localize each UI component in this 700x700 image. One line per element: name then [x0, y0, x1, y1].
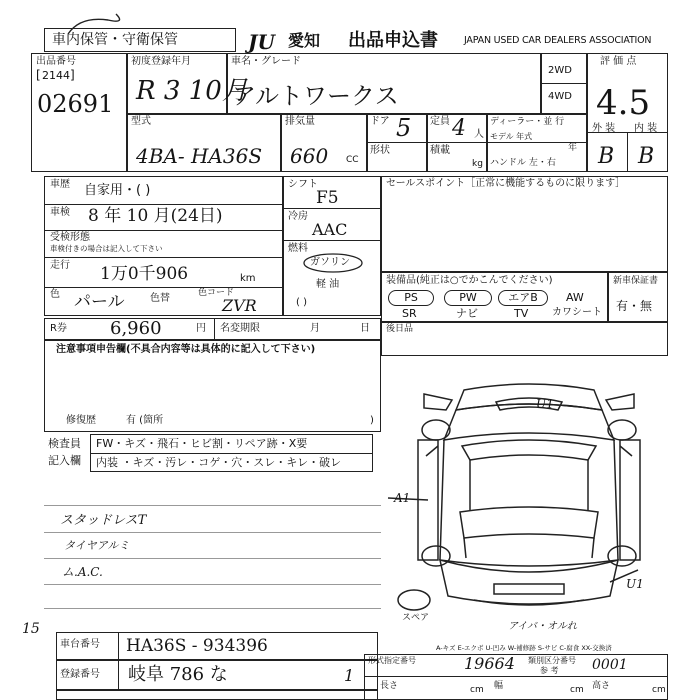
- fuel-gasoline: ガソリン: [310, 257, 350, 268]
- later-items-label: 後日品: [386, 324, 414, 334]
- car-damage-diagram: [384, 360, 674, 640]
- color-value: パール: [74, 292, 125, 312]
- storage-circle-mark: [60, 10, 130, 40]
- inspector-label-2: 記入欄: [48, 454, 81, 467]
- year-unit: 年: [568, 143, 578, 153]
- model-label: 型式: [131, 116, 151, 127]
- drive-2wd: 2WD: [548, 65, 572, 76]
- lot-bracket-right: ]: [70, 68, 75, 82]
- shift-label: シフト: [288, 179, 318, 190]
- ac-value: AAC: [312, 220, 348, 239]
- doors-value: 5: [396, 114, 412, 142]
- usage-label: 車歴: [50, 179, 70, 190]
- height-unit: cm: [652, 685, 666, 695]
- drive-4wd: 4WD: [548, 91, 572, 102]
- usage-value: 自家用・( ): [84, 183, 151, 198]
- sales-points-label: セールスポイント［正常に機能するものに限ります］: [386, 178, 626, 189]
- exterior-label: 外 装: [592, 123, 616, 134]
- shape-label: 形状: [370, 145, 390, 156]
- equip-sr: SR: [402, 307, 417, 320]
- color-code-label: 色コード: [198, 288, 235, 298]
- repair-close: ): [370, 415, 374, 426]
- handwritten-note-1: スタッドレスT: [60, 513, 147, 528]
- chassis-label: 車台番号: [60, 639, 100, 650]
- form-title: 出品申込書: [348, 30, 438, 51]
- later-items-box: [381, 322, 668, 356]
- category-label: 類別区分番号: [528, 656, 576, 665]
- repair-label: 修復歴: [66, 415, 96, 426]
- storage-label: 車内保管・守衛保管: [52, 32, 178, 48]
- color-change-label: 色替: [150, 293, 170, 304]
- inspector-row-1: FW・キズ・飛石・ヒビ割・リペア跡・X要: [96, 437, 308, 450]
- type-designation-value: 19664: [464, 654, 515, 673]
- capacity-label: 定員: [430, 116, 450, 127]
- model-year-label: モデル 年式: [490, 132, 533, 141]
- lot-number: 2144: [42, 69, 70, 82]
- dealer-label: ディーラー・並 行: [490, 117, 565, 127]
- color-label: 色: [50, 289, 60, 300]
- spare-label: スペア: [402, 613, 430, 623]
- ref-label: 参 考: [540, 666, 559, 675]
- ticket-row: [44, 318, 381, 340]
- handle-label: ハンドル 左・右: [490, 158, 556, 168]
- equip-airbag: エアB: [498, 290, 548, 306]
- vehicle-name-value: アルトワークス: [232, 82, 399, 110]
- model-value: 4BA- HA36S: [136, 144, 263, 168]
- day-unit: 日: [360, 323, 370, 334]
- equip-navi: ナビ: [456, 307, 478, 320]
- equipment-label: 装備品(純正は○でかこんでください): [386, 275, 553, 286]
- score-value: 4.5: [596, 83, 651, 123]
- bottom-strip: [56, 690, 378, 700]
- month-unit: 月: [310, 323, 320, 334]
- ticket-value: 6,960: [110, 318, 162, 339]
- fuel-diesel: 軽 油: [316, 279, 340, 290]
- chassis-value: HA36S - 934396: [126, 636, 268, 656]
- logo-region: 愛知: [288, 31, 321, 50]
- length-label: 長さ: [380, 681, 399, 691]
- inspection-label: 車検: [50, 207, 70, 218]
- fuel-label: 燃料: [288, 243, 308, 254]
- ticket-label: R券: [50, 323, 67, 334]
- mileage-unit: km: [240, 273, 256, 284]
- shift-value: F5: [316, 188, 339, 208]
- registration-tail: 1: [344, 666, 355, 685]
- equip-aw: AW: [566, 291, 584, 304]
- first-reg-value: R 3 10月: [136, 76, 248, 106]
- notes-label: 注意事項申告欄(不具合内容等は具体的に記入して下さい): [56, 344, 316, 355]
- ticket-unit: 円: [196, 323, 206, 334]
- interior-value: B: [638, 144, 655, 169]
- displacement-value: 660: [290, 144, 329, 168]
- score-label: 評 価 点: [600, 56, 637, 67]
- color-code-value: ZVR: [222, 296, 257, 315]
- inspector-label-1: 検査員: [48, 437, 81, 450]
- mileage-value: 1万0千906: [100, 264, 189, 284]
- type-designation-label: 形式指定番号: [368, 656, 416, 665]
- new-warranty-label: 新車保証書: [613, 276, 659, 286]
- doors-label: ドア: [370, 116, 390, 127]
- name-change-label: 名変期限: [220, 323, 260, 334]
- damage-mark-left: A1: [394, 491, 411, 505]
- displacement-unit: CC: [346, 155, 359, 165]
- listing-number-label: 出品番号: [36, 56, 76, 67]
- equip-ps: PS: [388, 290, 434, 306]
- inspection-form-label: 受検形態: [50, 232, 90, 243]
- displacement-label: 排気量: [285, 116, 315, 127]
- inspector-row-2: 内装 ・キズ・汚レ・コゲ・穴・スレ・キレ・破レ: [96, 456, 342, 469]
- handwritten-listing-number: 02691: [37, 90, 114, 118]
- length-unit: cm: [470, 685, 484, 695]
- load-unit: kg: [472, 159, 483, 169]
- legend-text: A-キズ E-エクボ U-凹み W-補修跡 S-サビ C-腐食 XX-交換済: [436, 644, 612, 652]
- inspection-form-sub: 車検付きの場合は記入して下さい: [50, 244, 163, 253]
- warranty-value: 有・無: [616, 299, 653, 313]
- equip-leather: カワシート: [552, 307, 602, 318]
- category-value: 0001: [592, 657, 628, 673]
- width-unit: cm: [570, 685, 584, 695]
- capacity-value: 4: [452, 116, 466, 141]
- damage-mark-bottom: アイバ・オルれ: [508, 621, 577, 632]
- height-label: 高さ: [592, 681, 611, 691]
- handwritten-note-3: ム.A.C.: [62, 565, 103, 579]
- ac-label: 冷房: [288, 211, 308, 222]
- gasoline-circle: [302, 252, 364, 274]
- handwritten-note-2: タイヤアルミ: [64, 539, 130, 552]
- vehicle-name-label: 車名・グレード: [231, 56, 301, 67]
- interior-label: 内 装: [634, 123, 658, 134]
- equip-pw: PW: [444, 290, 492, 306]
- margin-mark: 15: [22, 621, 40, 637]
- equip-tv: TV: [514, 307, 529, 320]
- lot-bracket-left: [: [36, 68, 41, 82]
- damage-mark-top: U1: [536, 397, 554, 411]
- inspection-value: 8 年 10 月(24日): [88, 206, 223, 226]
- repair-value: 有 (箇所: [126, 415, 164, 426]
- registration-label: 登録番号: [60, 669, 100, 680]
- fuel-other: ( ): [296, 297, 307, 308]
- sales-points-box: [381, 176, 668, 272]
- width-label: 幅: [494, 681, 504, 691]
- exterior-value: B: [598, 144, 615, 169]
- first-reg-label: 初度登録年月: [131, 56, 191, 67]
- ju-logo: JU: [248, 30, 275, 54]
- capacity-unit: 人: [474, 129, 484, 140]
- load-label: 積載: [430, 145, 450, 156]
- association-name: JAPAN USED CAR DEALERS ASSOCIATION: [464, 35, 652, 46]
- mileage-label: 走行: [50, 260, 70, 271]
- damage-mark-right: U1: [626, 577, 644, 591]
- registration-value: 岐阜 786 な: [128, 664, 228, 685]
